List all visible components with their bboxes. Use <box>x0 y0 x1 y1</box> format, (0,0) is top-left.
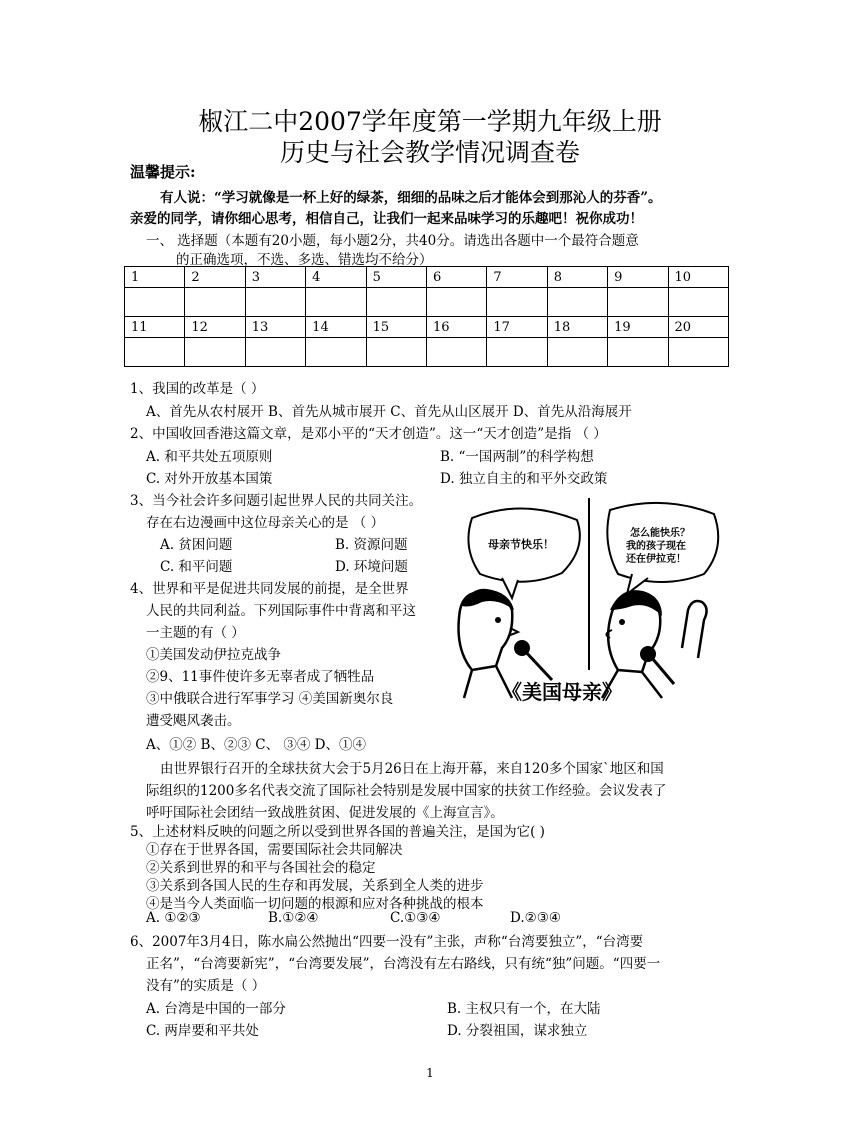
q5-option-b: B.①②④ <box>268 910 319 926</box>
answer-number: 16 <box>426 317 486 338</box>
q1-stem: 1、我国的改革是（ ） <box>130 381 265 397</box>
right-bubble-text-line3: 还在伊拉克！ <box>626 554 686 565</box>
answer-cell[interactable] <box>125 338 185 367</box>
answer-cell[interactable] <box>185 338 245 367</box>
q6-option-b: B. 主权只有一个，在大陆 <box>447 1001 601 1017</box>
q3-option-b: B. 资源问题 <box>335 537 408 553</box>
q5-item3: ③关系到各国人民的生存和再发展，关系到全人类的进步 <box>146 878 484 894</box>
q4-options: A、①② B、②③ C、 ③④ D、①④ <box>146 737 366 753</box>
q6-stem-line2: 正名”，“台湾要新宪”，“台湾要发展”，台湾没有左右路线，只有统“独”问题。“四要一 <box>146 956 661 972</box>
right-microphone-stand <box>652 658 674 684</box>
q6-stem-line3: 没有”的实质是（ ） <box>146 978 266 994</box>
q5-item1: ①存在于世界各国，需要国际社会共同解决 <box>146 842 403 858</box>
answer-number: 3 <box>245 267 305 288</box>
q4-item1: ①美国发动伊拉克战争 <box>146 647 281 663</box>
material-line2: 际组织的1200多名代表交流了国际社会特别是发展中国家的扶贫工作经验。会议发表了 <box>146 783 667 799</box>
material-line1: 由世界银行召开的全球扶贫大会于5月26日在上海开幕，来自120多个国家`地区和国 <box>160 761 664 777</box>
answer-grid-blank-row2 <box>125 338 729 367</box>
cartoon-caption: 《美国母亲》 <box>502 680 622 704</box>
material-line3: 呼吁国际社会团结一致战胜贫困、促进发展的《上海宣言》。 <box>146 805 504 821</box>
q1-options: A、首先从农村展开 B、首先从城市展开 C、首先从山区展开 D、首先从沿海展开 <box>146 404 632 420</box>
section1-instruction-line1: 一、 选择题（本题有20小题，每小题2分，共40分。请选出各题中一个最符合题意 <box>146 233 639 249</box>
q6-option-d: D. 分裂祖国，谋求独立 <box>447 1023 588 1039</box>
left-microphone-head <box>514 640 530 656</box>
right-bubble-text-line1: 怎么能快乐？ <box>630 528 690 539</box>
answer-number: 13 <box>245 317 305 338</box>
tip-line1: 有人说：“学习就像是一杯上好的绿茶，细细的品味之后才能体会到那沁人的芬香”。 <box>160 190 662 206</box>
answer-cell[interactable] <box>306 338 366 367</box>
q3-stem-line1: 3、当今社会许多问题引起世界人民的共同关注。 <box>130 493 423 509</box>
q5-option-d: D.②③④ <box>510 910 561 926</box>
answer-cell[interactable] <box>426 338 486 367</box>
cartoon-american-mother <box>452 498 726 706</box>
q3-option-c: C. 和平问题 <box>160 559 233 575</box>
answer-number: 6 <box>426 267 486 288</box>
answer-number: 2 <box>185 267 245 288</box>
answer-number: 1 <box>125 267 185 288</box>
answer-cell[interactable] <box>366 338 426 367</box>
answer-number: 17 <box>487 317 547 338</box>
tip-heading: 温馨提示: <box>130 163 196 181</box>
right-microphone-head <box>640 646 656 662</box>
q3-option-d: D. 环境问题 <box>335 559 408 575</box>
answer-cell[interactable] <box>366 288 426 317</box>
q5-option-c: C.①③④ <box>390 910 441 926</box>
answer-number: 18 <box>547 317 607 338</box>
answer-cell[interactable] <box>306 288 366 317</box>
q6-option-c: C. 两岸要和平共处 <box>146 1023 259 1039</box>
answer-cell[interactable] <box>245 338 305 367</box>
answer-number: 5 <box>366 267 426 288</box>
answer-number: 19 <box>608 317 668 338</box>
q4-item4: 遭受飓风袭击。 <box>146 713 241 729</box>
answer-number: 20 <box>668 317 728 338</box>
answer-grid <box>124 266 729 367</box>
answer-cell[interactable] <box>668 338 728 367</box>
q4-stem-line2: 人民的共同利益。下列国际事件中背离和平这 <box>146 603 416 619</box>
q4-item2: ②9、11事件使许多无辜者成了牺牲品 <box>146 669 375 685</box>
q3-option-a: A. 贫困问题 <box>160 537 233 553</box>
answer-number: 8 <box>547 267 607 288</box>
q5-item2: ②关系到世界的和平与各国社会的稳定 <box>146 860 376 876</box>
answer-cell[interactable] <box>245 288 305 317</box>
answer-grid-numbers-row2 <box>125 317 729 338</box>
tip-line2: 亲爱的同学，请你细心思考，相信自己，让我们一起来品味学习的乐趣吧！祝你成功！ <box>130 211 643 227</box>
q2-stem: 2、中国收回香港这篇文章，是邓小平的“天才创造”。这一“天才创造”是指 （ ） <box>130 426 607 442</box>
answer-cell[interactable] <box>547 338 607 367</box>
answer-cell[interactable] <box>668 288 728 317</box>
left-bubble-text: 母亲节快乐！ <box>488 538 554 551</box>
answer-number: 11 <box>125 317 185 338</box>
answer-cell[interactable] <box>185 288 245 317</box>
q3-stem-line2: 存在右边漫画中这位母亲关心的是 （ ） <box>146 515 385 531</box>
page-number: 1 <box>426 1066 434 1080</box>
answer-number: 10 <box>668 267 728 288</box>
right-mother-raised-fist <box>682 601 707 658</box>
right-bubble-text-line2: 我的孩子现在 <box>626 541 686 552</box>
answer-cell[interactable] <box>426 288 486 317</box>
q5-item4: ④是当今人类面临一切问题的根源和应对各种挑战的根本 <box>146 896 484 912</box>
answer-number: 15 <box>366 317 426 338</box>
answer-cell[interactable] <box>608 288 668 317</box>
q2-option-c: C. 对外开放基本国策 <box>146 471 273 487</box>
answer-number: 4 <box>306 267 366 288</box>
page-title-line1: 椒江二中2007学年度第一学期九年级上册 <box>198 107 662 136</box>
q4-stem-line3: 一主题的有（ ） <box>146 625 245 641</box>
answer-cell[interactable] <box>487 288 547 317</box>
q2-option-a: A. 和平共处五项原则 <box>146 449 273 465</box>
answer-cell[interactable] <box>547 288 607 317</box>
q6-option-a: A. 台湾是中国的一部分 <box>146 1001 286 1017</box>
answer-cell[interactable] <box>125 288 185 317</box>
answer-number: 7 <box>487 267 547 288</box>
left-bubble-tail <box>502 578 518 598</box>
q6-stem-line1: 6、2007年3月4日，陈水扁公然抛出“四要一没有”主张，声称“台湾要独立”，“台湾要 <box>130 934 644 950</box>
left-mother-eye <box>495 617 501 623</box>
q4-item3: ③中俄联合进行军事学习 ④美国新奥尔良 <box>146 691 394 707</box>
answer-cell[interactable] <box>487 338 547 367</box>
section1-instruction-line2: 的正确选项，不选、多选、错选均不给分） <box>176 252 433 268</box>
q5-option-a: A. ①②③ <box>146 910 201 926</box>
answer-number: 14 <box>306 317 366 338</box>
page-title-line2: 历史与社会教学情况调查卷 <box>279 138 580 167</box>
q2-option-d: D. 独立自主的和平外交政策 <box>440 471 608 487</box>
answer-cell[interactable] <box>608 338 668 367</box>
answer-grid-blank-row1 <box>125 288 729 317</box>
answer-grid-numbers-row1 <box>125 267 729 288</box>
answer-number: 12 <box>185 317 245 338</box>
q4-stem-line1: 4、世界和平是促进共同发展的前提，是全世界 <box>130 581 409 597</box>
q5-stem: 5、上述材料反映的问题之所以受到世界各国的普遍关注，是国为它( ) <box>130 824 545 840</box>
q2-option-b: B. “一国两制”的科学构想 <box>440 449 594 465</box>
right-mother-eye <box>619 619 625 625</box>
answer-number: 9 <box>608 267 668 288</box>
